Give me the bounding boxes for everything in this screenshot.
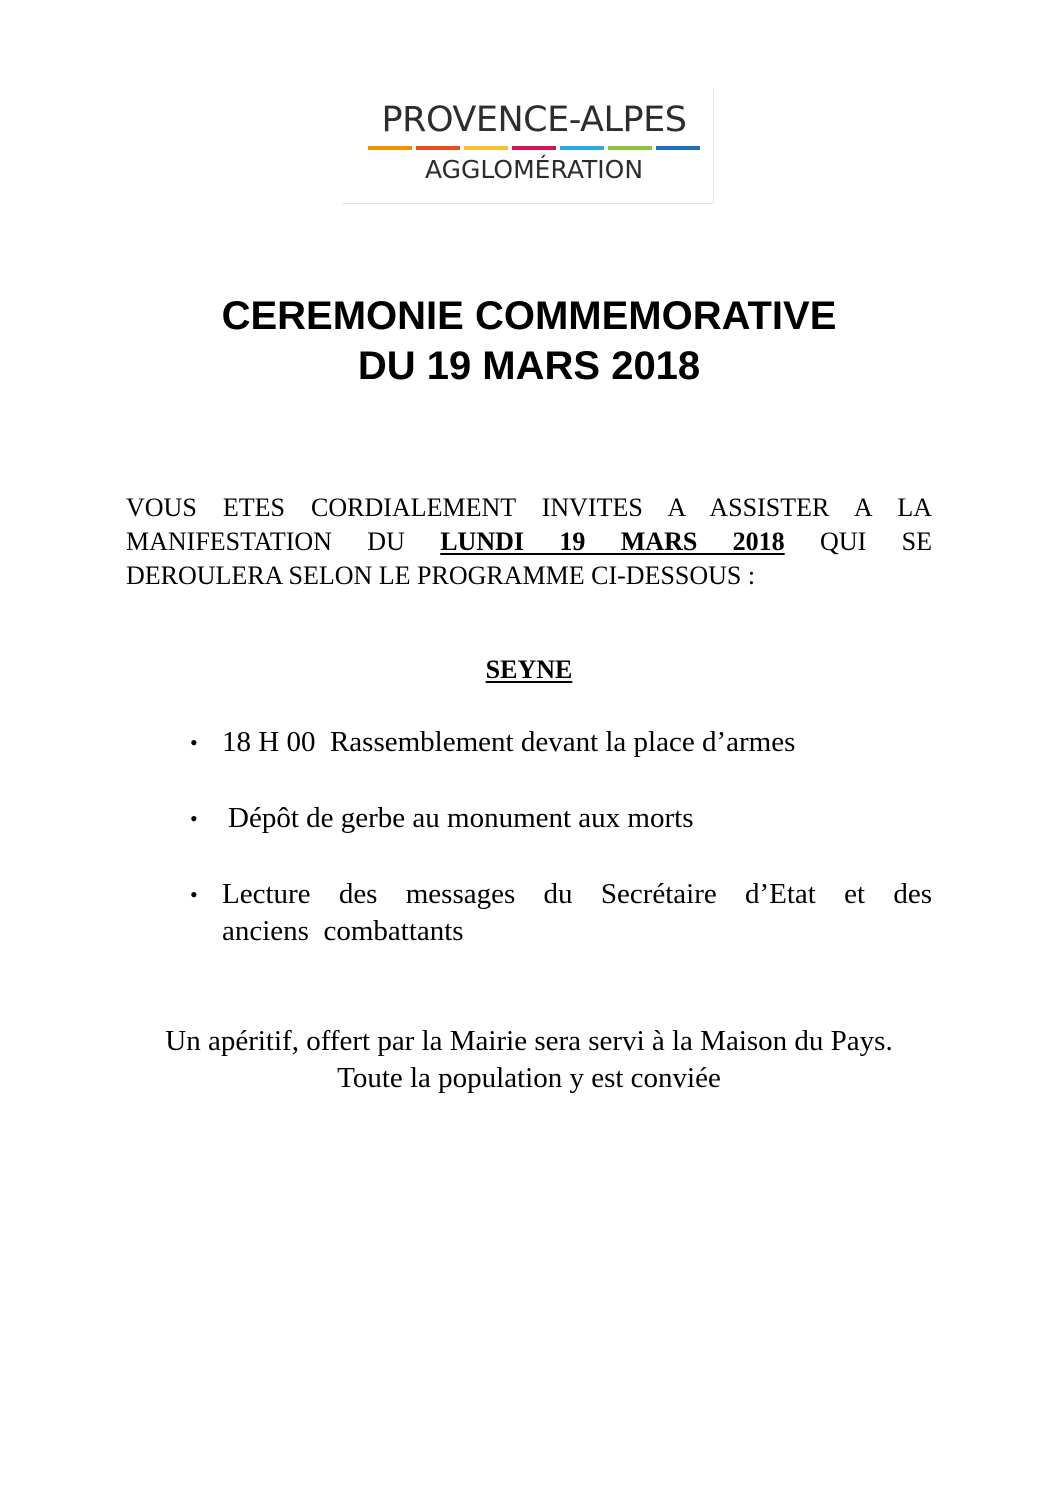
logo-stripe [560, 146, 604, 150]
logo-stripe [416, 146, 460, 150]
logo-bottom-text: AGGLOMÉRATION [424, 155, 644, 184]
invitation-line-2 [126, 525, 932, 559]
logo-stripe [368, 146, 412, 150]
logo-top-text: PROVENCE-ALPES [381, 100, 687, 140]
location-heading: SEYNE [485, 655, 573, 684]
invitation-line-1: VOUS ETES CORDIALEMENT INVITES A ASSISTER A LA [126, 493, 932, 522]
logo [342, 88, 714, 204]
closing-line-2: Toute la population y est conviée [337, 1062, 721, 1094]
invitation-line-2-end: QUI SE [784, 527, 932, 556]
logo-stripe [656, 146, 700, 150]
program-item-3 [222, 876, 932, 950]
invitation-line-2-start: MANIFESTATION DU [126, 527, 441, 556]
program-item-2: Dépôt de gerbe au monument aux morts [228, 802, 694, 834]
page-title-line-2: DU 19 MARS 2018 [357, 344, 701, 388]
event-date: LUNDI 19 MARS 2018 [440, 527, 785, 556]
bullet-icon: • [190, 730, 198, 755]
program-item-3-line-1: Lecture des messages du Secrétaire d’Etat et des [222, 878, 932, 910]
closing-line-1: Un apéritif, offert par la Mairie sera servi à la Maison du Pays. [165, 1025, 893, 1057]
bullet-icon: • [190, 882, 198, 907]
bullet-icon: • [190, 806, 198, 831]
logo-stripe [512, 146, 556, 150]
program-item-3-line-2: anciens combattants [222, 915, 464, 947]
logo-stripe [464, 146, 508, 150]
invitation-line-3: DEROULERA SELON LE PROGRAMME CI-DESSOUS : [126, 561, 756, 590]
logo-color-stripes [368, 146, 700, 150]
program-item-1: 18 H 00 Rassemblement devant la place d’armes [222, 726, 796, 758]
page-title-line-1: CEREMONIE COMMEMORATIVE [221, 294, 837, 338]
invitation-paragraph [126, 491, 932, 593]
logo-stripe [608, 146, 652, 150]
